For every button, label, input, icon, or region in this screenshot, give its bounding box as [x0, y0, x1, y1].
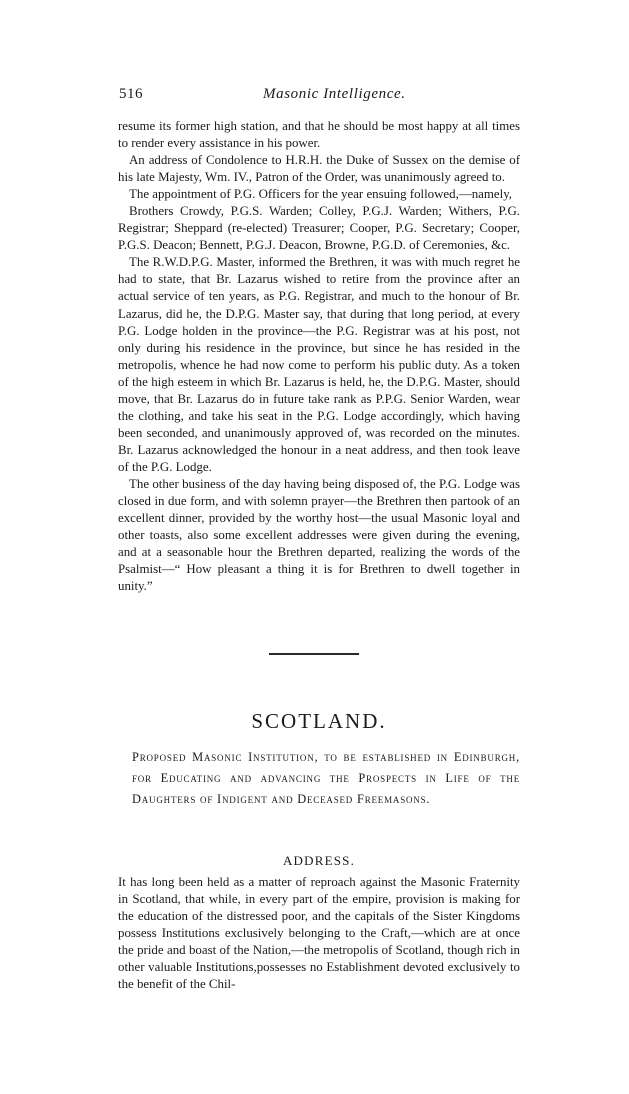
paragraph: It has long been held as a matter of reproach against the Masonic Fraternity in Scotland, that while, in every part of the empire, provision is making for the education of the distressed poor, and the capitals of the Sister Kingdoms possess Institutions exclusively belonging to the Craft,—which are at once the pride and boast of the Nation,—the metropolis of Scotland, though rich in other valuable Institutions,possesses no Establishment devoted exclusively to the benefit of the Chil- — [118, 875, 520, 992]
paragraph: Brothers Crowdy, P.G.S. Warden; Colley, P.G.J. Warden; Withers, P.G. Registrar; Sheppard (re-elected) Treasurer; Cooper, P.G. Secretary; Cooper, P.G.S. Deacon; Bennett, P.G.J. Deacon, Browne, P.G.D. of Ceremonies, &c. — [118, 204, 520, 253]
paragraph: resume its former high station, and that he should be most happy at all times to render every assistance in his power. — [118, 119, 520, 151]
section-divider — [269, 653, 359, 655]
page-header — [119, 86, 519, 110]
paragraph: The R.W.D.P.G. Master, informed the Brethren, it was with much regret he had to state, that Br. Lazarus wished to retire from the province after an actual service of ten years, as P.G. Registrar, and much to the honour of Br. Lazarus, did he, the D.P.G. Master say, that during that long period, at every P.G. Lodge holden in the province—the P.G. Registrar was at his post, not only during his residence in the province, but since he has resided in the metropolis, whence he had now come to perform his public duty. As a token of the high esteem in which Br. Lazarus is held, he, the D.P.G. Master, should move, that Br. Lazarus do in future take rank as P.P.G. Senior Warden, wear the clothing, and take his seat in the P.G. Lodge accordingly, which having been seconded, and unanimously approved of, was recorded on the minutes. Br. Lazarus acknowledged the honour in a neat address, and then took leave of the P.G. Lodge. — [118, 255, 520, 474]
paragraph: The appointment of P.G. Officers for the year ensuing followed,—namely, — [129, 187, 513, 202]
section-title: SCOTLAND. — [251, 709, 387, 733]
running-head: Masonic Intelligence. — [263, 86, 406, 102]
article-body — [118, 118, 520, 595]
address-body — [118, 874, 520, 993]
paragraph: The other business of the day having being disposed of, the P.G. Lodge was closed in due form, and with solemn prayer—the Brethren then partook of an excellent dinner, provided by the worthy host—the usual Masonic loyal and other toasts, also some excellent addresses were given during the evening, and at a seasonable hour the Brethren departed, realizing the words of the Psalmist—“ How pleasant a thing it is for Brethren to dwell together in unity.” — [118, 476, 520, 594]
address-heading: ADDRESS. — [282, 853, 356, 868]
section-subtitle: Proposed Masonic Institution, to be established in Edinburgh, for Educating and advancing the Prospects in Life of the Daughters of Indigent and Deceased Freemasons. — [132, 750, 520, 806]
paragraph: An address of Condolence to H.R.H. the Duke of Sussex on the demise of his late Majesty, Wm. IV., Patron of the Order, was unanimously agreed to. — [118, 153, 520, 185]
page-number: 516 — [119, 86, 143, 102]
